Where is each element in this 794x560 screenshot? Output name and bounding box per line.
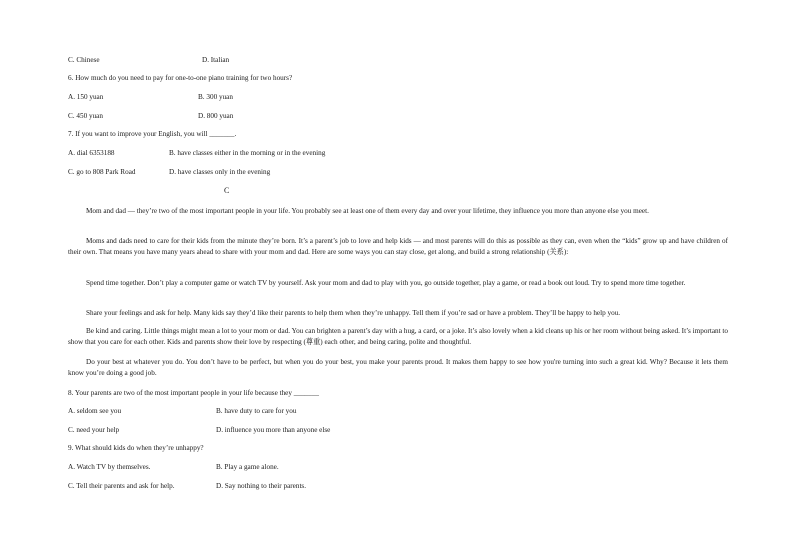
q6-option-d: D. 800 yuan — [198, 112, 234, 120]
q6-option-b: B. 300 yuan — [198, 93, 233, 101]
q7-option-d: D. have classes only in the evening — [169, 168, 271, 176]
q9-option-d: D. Say nothing to their parents. — [216, 482, 307, 490]
q8-stem: 8. Your parents are two of the most important people in your life because they _______ — [68, 389, 319, 397]
passage-paragraph: Spend time together. Don’t play a computer game or watch TV by yourself. Ask your mom and dad to play with you, go outside together, play a game, or read a book out loud. Try to spend more time together. — [86, 279, 686, 287]
passage-paragraph: Mom and dad — they’re two of the most important people in your life. You probably see at least one of them every day and over your lifetime, they influence you more than anyone else you meet. — [86, 207, 649, 215]
q6-option-c: C. 450 yuan — [68, 112, 103, 120]
q9-option-a: A. Watch TV by themselves. — [68, 463, 151, 471]
section-heading: C — [224, 186, 230, 195]
passage-paragraph: Moms and dads need to care for their kids from the minute they’re born. It’s a parent’s job to love and help kids — and most parents will do this as possible as they can, even when the “kids” grow up and have children of their own. That means you have many years ahead to share with your mom and dad. Here are some ways you can stay close, get along, and build a strong relationship (关系): — [68, 237, 728, 256]
passage-paragraph: Be kind and caring. Little things might mean a lot to your mom or dad. You can brighten a parent’s day with a hug, a card, or a joke. It’s also lovely when a kid cleans up his or her room without being asked. It’s important to show that you care for each other. Kids and parents show their love by respecting (尊重) each other, and being caring, polite and thoughtful. — [68, 327, 728, 346]
q6-stem: 6. How much do you need to pay for one-to-one piano training for two hours? — [68, 74, 293, 82]
passage-paragraph: Share your feelings and ask for help. Many kids say they’d like their parents to help them when they’re unhappy. Tell them if you’re sad or have a problem. They’ll be happy to help you. — [86, 309, 621, 317]
q9-stem: 9. What should kids do when they’re unhappy? — [68, 444, 204, 452]
q8-option-a: A. seldom see you — [68, 407, 122, 415]
q8-option-b: B. have duty to care for you — [216, 407, 297, 415]
q7-option-a: A. dial 6353188 — [68, 149, 115, 157]
q8-option-d: D. influence you more than anyone else — [216, 426, 331, 434]
q9-option-b: B. Play a game alone. — [216, 463, 279, 471]
q5-option-c: C. Chinese — [68, 56, 100, 64]
q9-option-c: C. Tell their parents and ask for help. — [68, 482, 175, 490]
q6-option-a: A. 150 yuan — [68, 93, 104, 101]
q8-option-c: C. need your help — [68, 426, 120, 434]
q7-option-b: B. have classes either in the morning or in the evening — [169, 149, 326, 157]
q7-stem: 7. If you want to improve your English, you will _______. — [68, 130, 237, 138]
q7-option-c: C. go to 808 Park Road — [68, 168, 136, 176]
q5-option-d: D. Italian — [202, 56, 230, 64]
passage-paragraph: Do your best at whatever you do. You don’t have to be perfect, but when you do your best, you make your parents proud. It makes them happy to see how you're turning into such a great kid. Why? Because it lets them know you’re doing a good job. — [68, 358, 728, 377]
